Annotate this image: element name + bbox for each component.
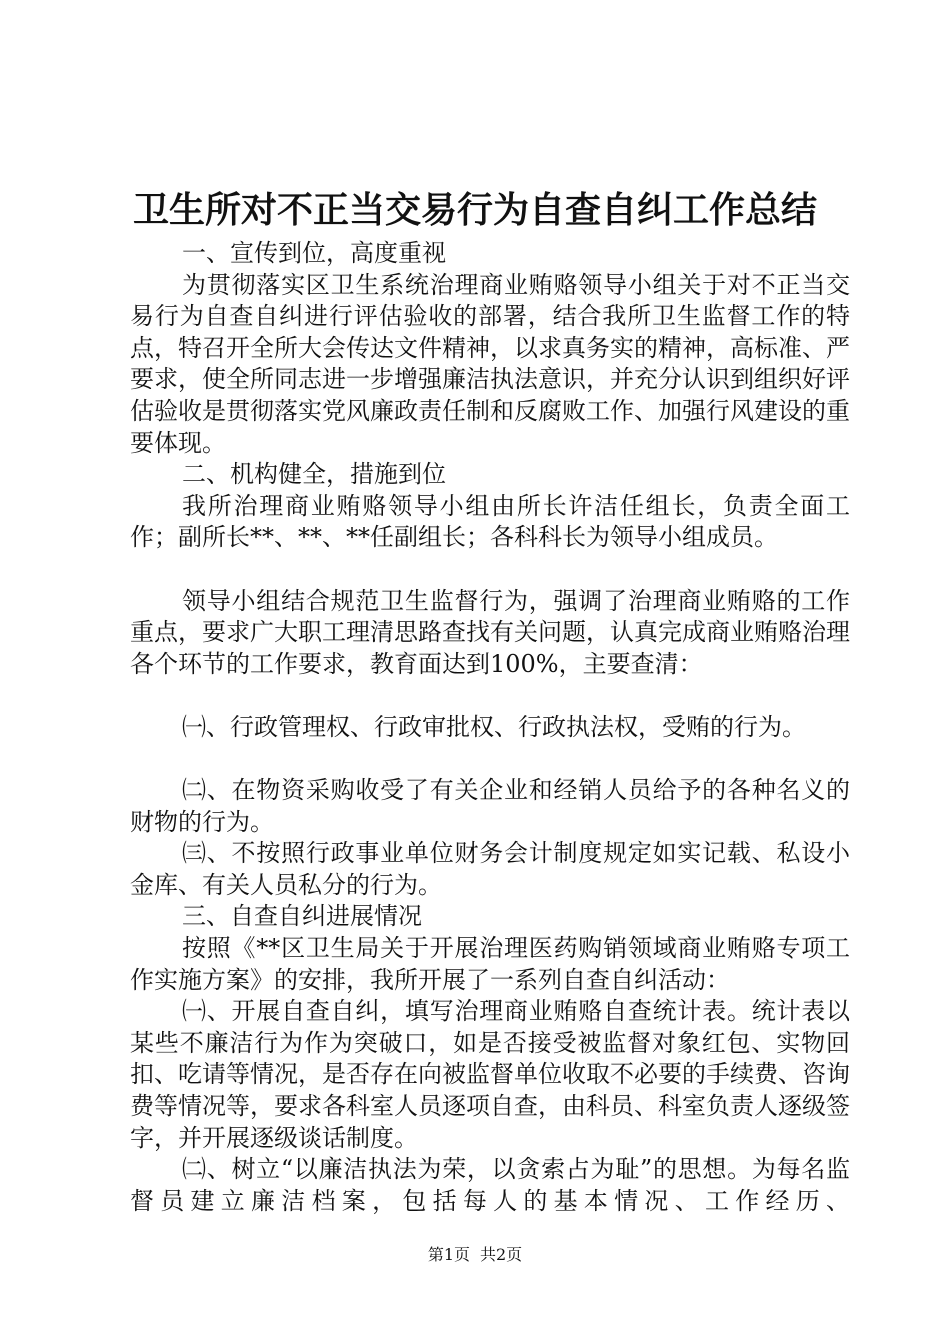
paragraph-publicity: 为贯彻落实区卫生系统治理商业贿赂领导小组关于对不正当交易行为自查自纠进行评估验收的部署，结合我所卫生监督工作的特点，特召开全所大会传达文件精神，以求真务实的精神，高标准、严要求，使全所同志进一步增强廉洁执法意识，并充分认识到组织好评估验收是贯彻落实党风廉政责任制和反腐败工作、加强行风建设的重要体现。 — [130, 270, 850, 457]
section-heading-3: 三、自查自纠进展情况 — [182, 902, 422, 931]
document-body — [130, 238, 850, 1217]
blank-line — [130, 680, 850, 712]
paragraph-plan: 按照《**区卫生局关于开展治理医药购销领域商业贿赂专项工作实施方案》的安排，我所开展了一系列自查自纠活动： — [130, 934, 850, 994]
list-item-2: ㈡、在物资采购收受了有关企业和经销人员给予的各种名义的财物的行为。 — [130, 776, 850, 836]
section-heading-1: 一、宣传到位，高度重视 — [182, 239, 446, 267]
page-number: 第1页 — [427, 1245, 470, 1264]
document-title: 卫生所对不正当交易行为自查自纠工作总结 — [132, 189, 817, 231]
blank-line — [130, 744, 850, 776]
list-item-3: ㈢、不按照行政事业单位财务会计制度规定如实记载、私设小金库、有关人员私分的行为。 — [130, 839, 850, 899]
page-footer — [0, 1244, 950, 1266]
paragraph-key-points: 领导小组结合规范卫生监督行为，强调了治理商业贿赂的工作重点，要求广大职工理清思路查找有关问题，认真完成商业贿赂治理各个环节的工作要求，教育面达到100%，主要查清： — [130, 586, 850, 678]
paragraph-leadership-group: 我所治理商业贿赂领导小组由所长许洁任组长，负责全面工作；副所长**、**、**任副组长；各科科长为领导小组成员。 — [130, 491, 850, 552]
paragraph-integrity: ㈡、树立“以廉洁执法为荣，以贪索占为耻”的思想。为每名监督员建立廉洁档案，包括每人的基本情况、工作经历、 — [130, 1155, 850, 1215]
section-heading-2: 二、机构健全，措施到位 — [182, 460, 446, 489]
paragraph-self-check: ㈠、开展自查自纠，填写治理商业贿赂自查统计表。统计表以某些不廉洁行为作为突破口，如是否接受被监督对象红包、实物回扣、吃请等情况，是否存在向被监督单位收取不必要的手续费、咨询费等情况等，要求各科室人员逐项自查，由科员、科室负责人逐级签字，并开展逐级谈话制度。 — [130, 997, 850, 1152]
page-count: 共2页 — [480, 1245, 523, 1264]
list-item-1: ㈠、行政管理权、行政审批权、行政执法权，受贿的行为。 — [182, 712, 806, 741]
blank-line — [130, 554, 850, 586]
